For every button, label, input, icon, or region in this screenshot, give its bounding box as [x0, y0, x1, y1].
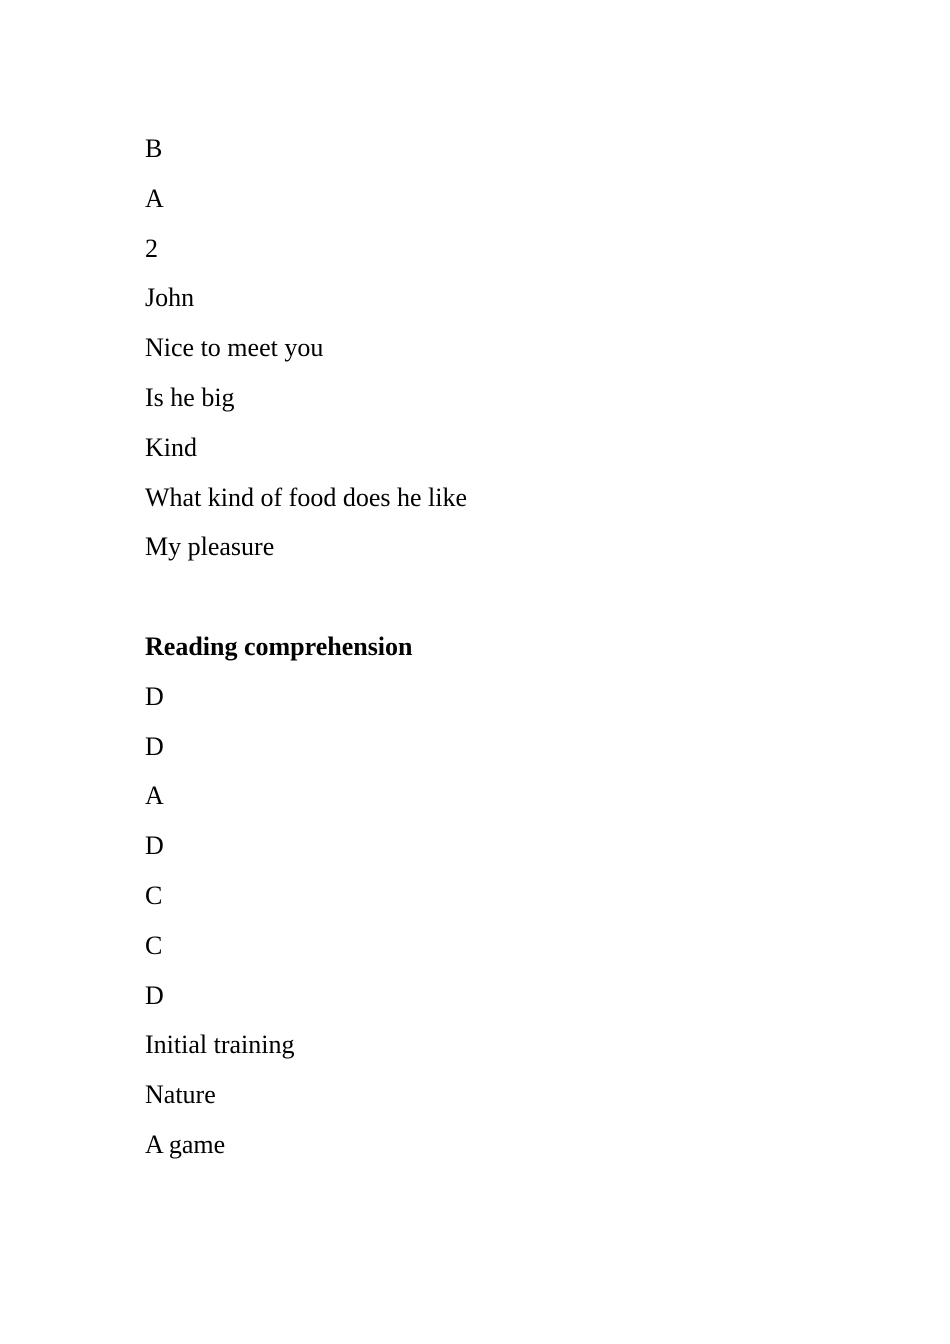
blank-line — [145, 577, 845, 627]
answer-line: A — [145, 183, 164, 213]
answer-key — [145, 129, 845, 1175]
answer-line: Kind — [145, 432, 197, 462]
section-heading: Reading comprehension — [145, 631, 413, 661]
answer-line: C — [145, 930, 163, 960]
answer-line: D — [145, 731, 164, 761]
answer-line: Initial training — [145, 1030, 295, 1060]
answer-line: John — [145, 283, 195, 313]
answer-line: What kind of food does he like — [145, 482, 468, 512]
answer-line: D — [145, 980, 164, 1010]
answer-line: 2 — [145, 233, 158, 263]
answer-line: Is he big — [145, 382, 235, 412]
answer-line: C — [145, 880, 163, 910]
answer-line: D — [145, 681, 164, 711]
answer-line: D — [145, 831, 164, 861]
answer-line: Nice to meet you — [145, 333, 324, 363]
answer-line: Nature — [145, 1080, 216, 1110]
answer-line: My pleasure — [145, 532, 275, 562]
answer-line: A game — [145, 1129, 226, 1159]
answer-line: A — [145, 781, 164, 811]
answer-line: B — [145, 134, 163, 163]
